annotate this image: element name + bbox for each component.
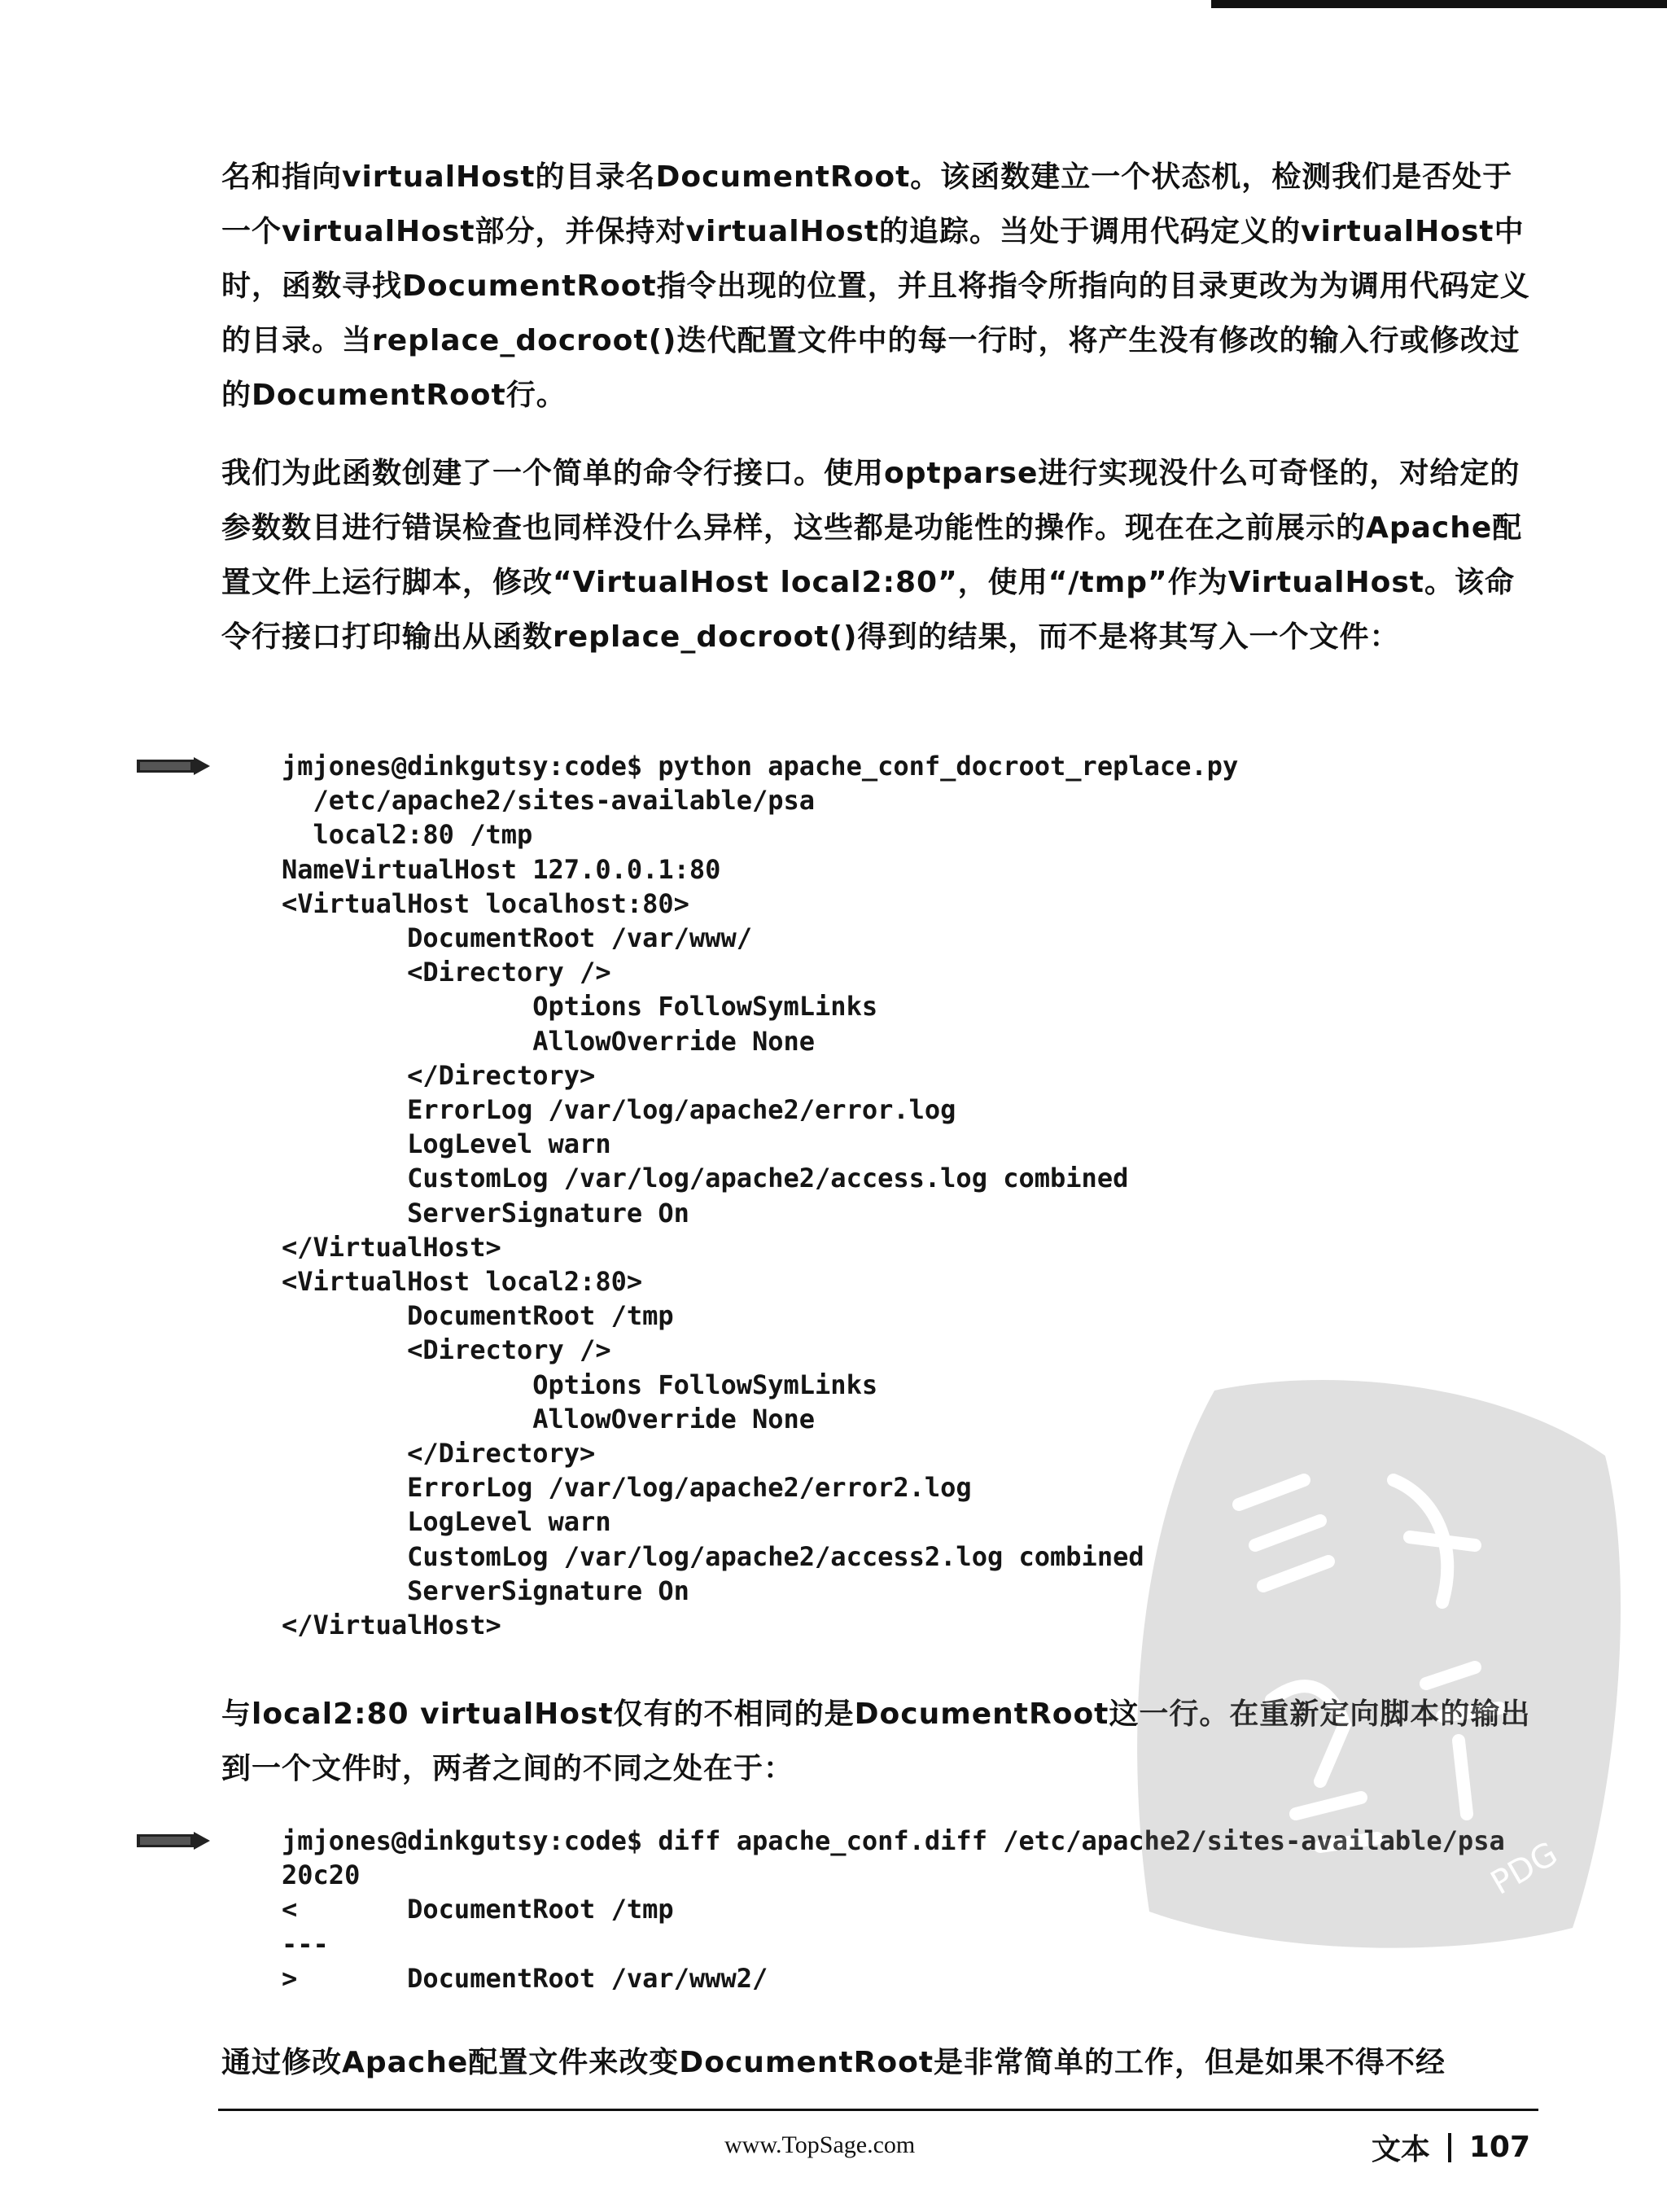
seal-stamp-text: PDG [1485,1834,1564,1903]
watermark-seal [1117,1358,1634,1960]
footer-page-number: 107 [1468,2131,1530,2164]
code-arrow-icon [137,757,210,775]
paragraph-1: 名和指向virtualHost的目录名DocumentRoot。该函数建立一个状态机，检测我们是否处于一个virtualHost部分，并保持对virtualHost的追踪。当处于调用代码定义的virtualHost中时，函数寻找DocumentRoot指令出现的位置，并且将指令所指向的目录更改为为调用代码定义的目录。当replace_docroot()迭代配置文件中的每一行时，将产生没有修改的输入行或修改过的DocumentRoot行。 [221,160,1530,412]
code-block-diff: jmjones@dinkgutsy:code$ diff apache_conf.diff 20c20 < DocumentRoot /tmp --- > DocumentRoot /var/www2/ [282,1825,987,1994]
top-rule [1211,0,1667,8]
paragraph-2: 我们为此函数创建了一个简单的命令行接口。使用optparse进行实现没什么可奇怪的，对给定的参数数目进行错误检查也同样没什么异样，这些都是功能性的操作。现在在之前展示的Apache配置文件上运行脚本，修改“VirtualHost local2:80”，使用“/tmp”作为VirtualHost。该命令行接口打印输出从函数replace_docroot()得到的结果，而不是将其写入一个文件： [221,457,1523,654]
paragraph-3: 与local2:80 virtualHost仅有的不相同的是DocumentRoot这一行。在重新定向脚本的输出到一个文件时，两者之间的不同之处在于： [221,1697,1531,1785]
footer-url: www.TopSage.com [724,2131,916,2158]
paragraph-4: 通过修改Apache配置文件来改变DocumentRoot是非常简单的工作，但是如果不得不经 [221,2046,1446,2079]
footer-section-title: 文本 [1371,2133,1430,2166]
code-block-run-script: jmjones@dinkgutsy:code$ python apache_conf_docroot_replace.py /etc/apache2/sites-available/psa local2:80 /tmp NameVirtualHost 127.0.0.1:80 <VirtualHost localhost:80> DocumentRoot /var/www/ <Directory /> Options FollowSymLinks AllowOverride None </Directory> ErrorLog /var/log/apache2/error.log LogLevel warn CustomLog /var/log/apache2/access.log combined ServerSignature On </VirtualHost> <VirtualHost local2:80> DocumentRoot /tmp <Directory /> Options FollowSymLinks AllowOverride None </Directory> ErrorLog /var/log/apache2/error2.log LogLevel warn CustomLog /var/log/apache2/access2.log combined ServerSignature On </VirtualHost> [282,751,1239,1641]
footer-page-info [1372,2127,1530,2168]
footer-separator [1448,2133,1451,2162]
footer-rule [218,2109,1538,2111]
code-arrow-icon [137,1832,210,1850]
